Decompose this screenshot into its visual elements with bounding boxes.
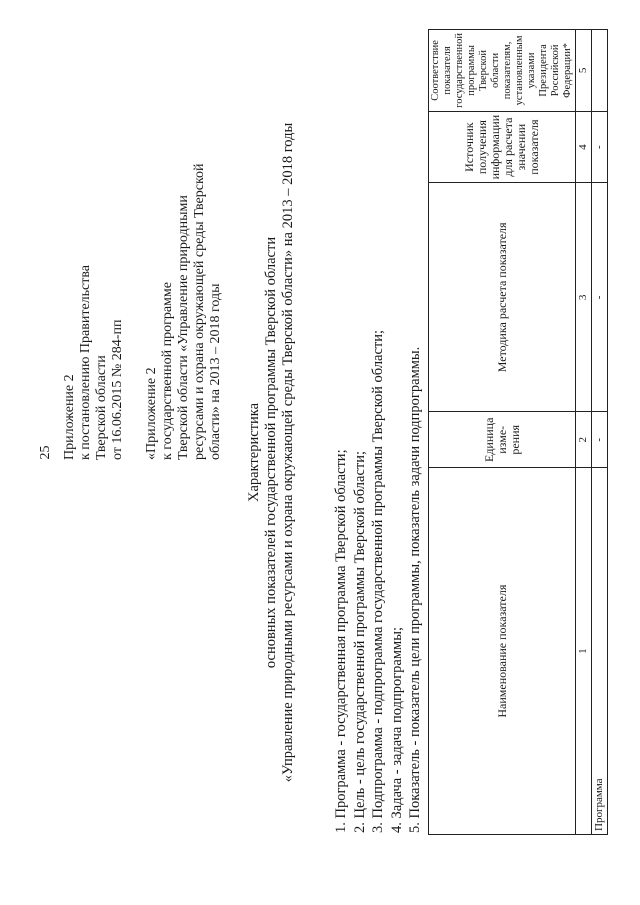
definition-item: 1. Программа - государственная программа Тверской области; [333, 449, 349, 833]
appendix-line: Приложение 2 [62, 374, 77, 460]
row-method: - [592, 183, 608, 412]
definitions-list [332, 13, 425, 833]
appendix-line: «Приложение 2 [144, 367, 159, 460]
definition-item: 4. Задача - задача подпрограммы; [388, 627, 405, 833]
appendix-line: Тверской области «Управление природными [176, 195, 191, 460]
header-method: Методика расчета показателя [429, 183, 576, 412]
header-indicator-name: Наименование показателя [429, 468, 576, 835]
title-line: Характеристика [246, 402, 262, 503]
appendix-line: области» на 2013 – 2018 годы [208, 283, 223, 460]
row-unit: - [592, 412, 608, 468]
definition-item: 5. Показатель - показатель цели программы, показатель задачи подпрограммы. [407, 346, 423, 833]
column-number: 3 [576, 183, 592, 412]
header-source: Источник получения информации для расчета значении показателя [429, 111, 576, 183]
table-number-row [576, 30, 592, 835]
header-unit: Единица изме-рения [429, 412, 576, 468]
indicators-table [428, 29, 608, 835]
row-compliance [592, 30, 608, 112]
page-number: 25 [38, 445, 53, 460]
header-compliance: Соответствие показателя государственной программы Тверской области показателям, установленным указами Президента Российской Федерации* [429, 30, 576, 112]
definition-item: 3. Подпрограмма - подпрограмма государственной программы Тверской области; [370, 329, 386, 833]
table-header-row [429, 30, 576, 835]
row-source: - [592, 111, 608, 183]
column-number: 2 [576, 412, 592, 468]
appendix-block [62, 40, 224, 460]
row-name: Программа [592, 468, 608, 835]
appendix-line: ресурсами и охрана окружающей среды Тверской [192, 163, 207, 460]
appendix-line: к постановлению Правительства [78, 264, 93, 460]
column-number: 1 [576, 468, 592, 835]
table-row [592, 30, 608, 835]
title-line: основных показателей государственной программы Тверской области [263, 236, 279, 669]
column-number: 4 [576, 111, 592, 183]
appendix-line: к государственной программе [160, 282, 175, 460]
document-title [246, 20, 297, 885]
appendix-line: от 16.06.2015 № 284-пп [110, 319, 125, 460]
column-number: 5 [576, 30, 592, 112]
definition-item: 2. Цель - цель государственной программы Тверской области; [351, 450, 368, 833]
title-line: «Управление природными ресурсами и охрана окружающей среды Тверской области» на 2013 – 2018 годы [280, 122, 296, 783]
appendix-line: Тверской области [94, 355, 109, 460]
